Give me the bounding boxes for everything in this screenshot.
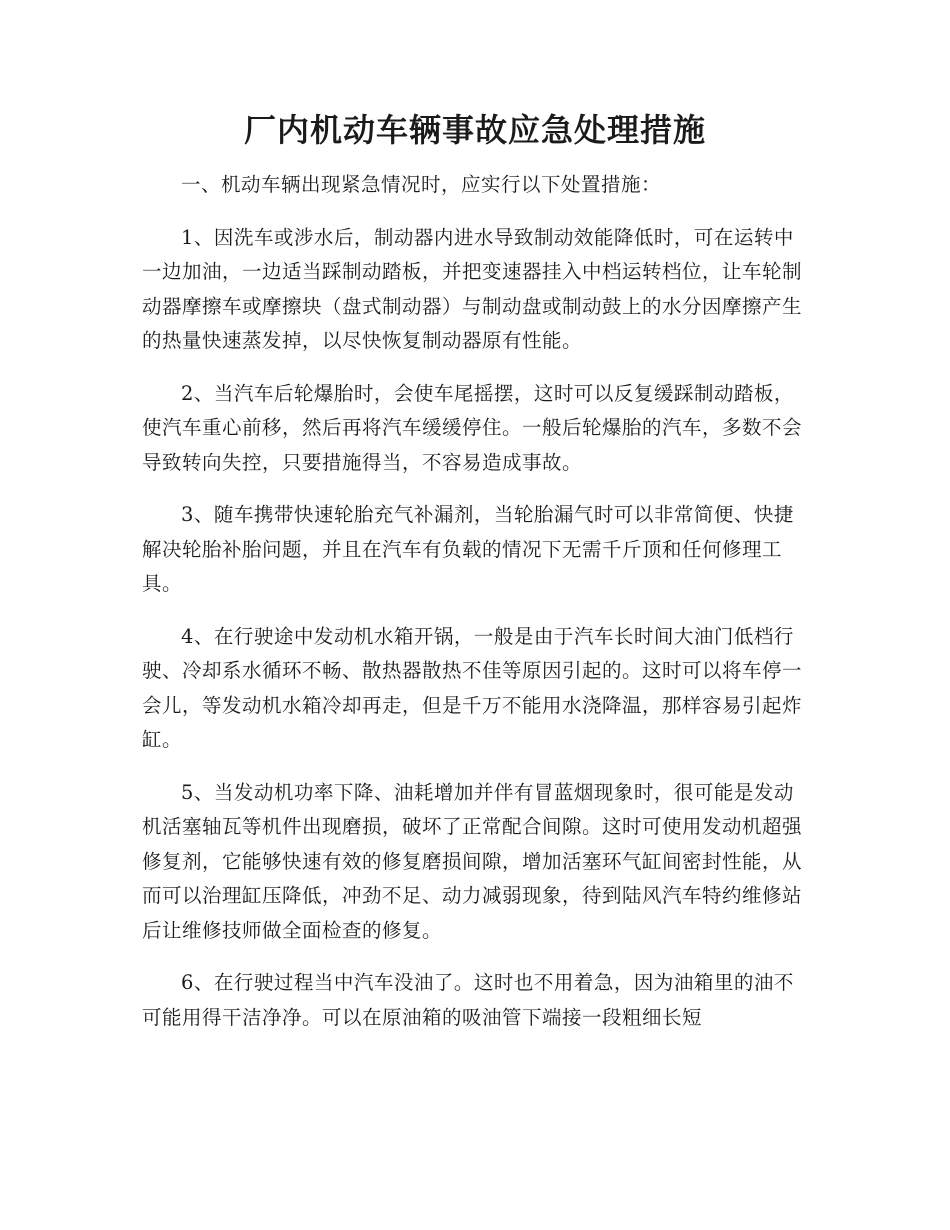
document-title: 厂内机动车辆事故应急处理措施 bbox=[243, 111, 706, 149]
paragraph-item-6: 6、在行驶过程当中汽车没油了。这时也不用着急，因为油箱里的油不可能用得干洁净净。可以在原油箱的吸油管下端接一段粗细长短 bbox=[142, 971, 794, 1029]
paragraph-item-3: 3、随车携带快速轮胎充气补漏剂，当轮胎漏气时可以非常简便、快捷解决轮胎补胎问题，并且在汽车有负载的情况下无需千斤顶和任何修理工具。 bbox=[142, 503, 794, 595]
paragraph-item-2: 2、当汽车后轮爆胎时，会使车尾摇摆，这时可以反复缓踩制动踏板，使汽车重心前移，然后再将汽车缓缓停住。一般后轮爆胎的汽车，多数不会导致转向失控，只要措施得当，不容易造成事故。 bbox=[142, 381, 803, 474]
paragraph-item-4: 4、在行驶途中发动机水箱开锅，一般是由于汽车长时间大油门低档行驶、冷却系水循环不畅、散热器散热不佳等原因引起的。这时可以将车停一会儿，等发动机水箱冷却再走，但是千万不能用水浇降温，那样容易引起炸缸。 bbox=[142, 624, 803, 751]
paragraph-item-1: 1、因洗车或涉水后，制动器内进水导致制动效能降低时，可在运转中一边加油，一边适当踩制动踏板，并把变速器挂入中档运转档位，让车轮制动器摩擦车或摩擦块（盘式制动器）与制动盘或制动鼓上的水分因摩擦产生的热量快速蒸发掉，以尽快恢复制动器原有性能。 bbox=[142, 225, 803, 352]
paragraph-intro: 一、机动车辆出现紧急情况时，应实行以下处置措施： bbox=[181, 173, 662, 196]
paragraph-item-5: 5、当发动机功率下降、油耗增加并伴有冒蓝烟现象时，很可能是发动机活塞轴瓦等机件出现磨损，破坏了正常配合间隙。这时可使用发动机超强修复剂，它能够快速有效的修复磨损间隙，增加活塞环气缸间密封性能，从而可以治理缸压降低，冲劲不足、动力减弱现象，待到陆风汽车特约维修站后让维修技师做全面检查的修复。 bbox=[142, 780, 803, 942]
document-body bbox=[142, 168, 808, 1053]
